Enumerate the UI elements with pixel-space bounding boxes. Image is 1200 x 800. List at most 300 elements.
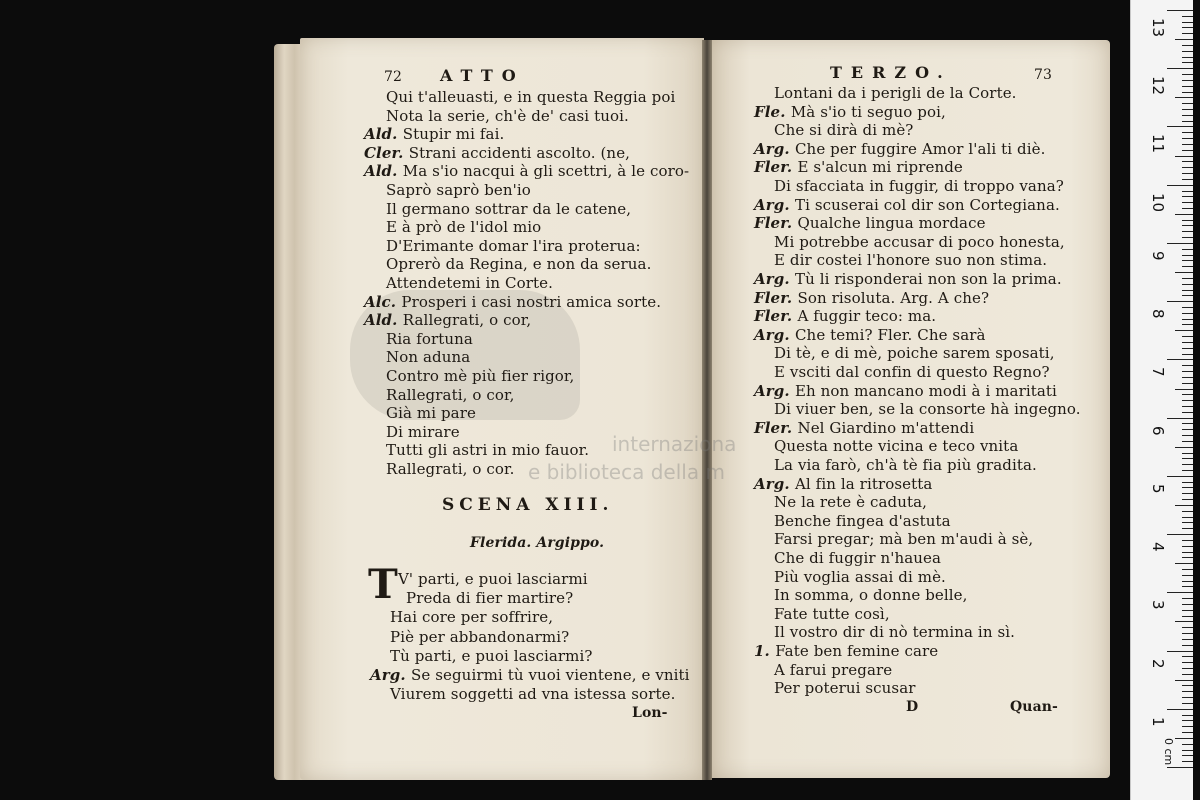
ruler-tick (1182, 575, 1193, 576)
text-line (774, 233, 1065, 251)
ruler-tick (1182, 656, 1193, 657)
line-text: Rallegrati, o cor. (386, 460, 515, 478)
speaker-label: Ald. (364, 311, 403, 330)
ruler-tick (1182, 225, 1193, 226)
ruler-tick (1182, 121, 1193, 122)
ruler-tick (1182, 668, 1193, 669)
line-text: La via farò, ch'à tè fia più gradita. (774, 456, 1037, 474)
ruler-tick (1182, 703, 1193, 704)
text-line (386, 181, 531, 199)
ruler-tick (1182, 109, 1193, 110)
line-text: Attendetemi in Corte. (386, 274, 554, 292)
ruler-tick (1167, 185, 1193, 186)
ruler-tick (1182, 365, 1193, 366)
ruler-tick (1175, 505, 1193, 506)
text-line (754, 289, 989, 307)
ruler-tick (1182, 750, 1193, 751)
text-line (774, 679, 916, 697)
line-text: Di mirare (386, 422, 460, 441)
text-line (386, 237, 641, 255)
ruler-number: 7 (1149, 367, 1167, 377)
ruler-tick (1167, 709, 1193, 710)
ruler-tick (1182, 324, 1193, 325)
line-text: Mi potrebbe accusar di poco honesta, (774, 232, 1065, 251)
line-text: Benche fingea d'astuta (774, 511, 951, 530)
ruler-tick (1182, 371, 1193, 372)
line-text: Che temi? Fler. Che sarà (794, 325, 986, 344)
ruler-number: 12 (1149, 76, 1167, 96)
line-text: E vsciti dal confin di questo Regno? (774, 363, 1050, 381)
ruler-number: 11 (1149, 134, 1167, 154)
left-running-head: ATTO (440, 66, 525, 85)
ruler-tick (1182, 715, 1193, 716)
line-text: Rallegrati, o cor, (386, 385, 515, 404)
ruler-tick (1182, 493, 1193, 494)
text-line (386, 274, 553, 292)
line-text: Se seguirmi tù vuoi vientene, e vniti (410, 666, 690, 684)
ruler-tick (1175, 214, 1193, 215)
ruler-tick (1182, 685, 1193, 686)
ruler-tick (1167, 68, 1193, 69)
line-text: A farui pregare (774, 660, 893, 679)
measurement-ruler (1130, 0, 1193, 800)
text-line (774, 512, 951, 530)
ruler-tick (1182, 487, 1193, 488)
ruler-tick (1182, 499, 1193, 500)
ruler-tick (1182, 348, 1193, 349)
line-text: Che per fuggire Amor l'ali ti diè. (794, 139, 1046, 158)
ruler-tick (1182, 150, 1193, 151)
left-page-number: 72 (384, 69, 403, 85)
text-line (386, 107, 629, 125)
ruler-tick (1182, 441, 1193, 442)
text-line (364, 144, 630, 162)
ruler-tick (1167, 10, 1193, 11)
line-text: Qualche lingua mordace (797, 214, 986, 233)
ruler-number: 5 (1149, 483, 1167, 494)
line-text: Nota la serie, ch'è de' casi tuoi. (386, 106, 629, 125)
text-line (364, 311, 531, 329)
ruler-tick (1182, 57, 1193, 58)
book-gutter (702, 40, 712, 780)
ruler-tick (1182, 220, 1193, 221)
ruler-tick (1182, 429, 1193, 430)
ruler-tick (1182, 284, 1193, 285)
text-line (754, 307, 936, 325)
ruler-number: 13 (1149, 18, 1167, 38)
text-line (406, 589, 573, 607)
ruler-tick (1182, 540, 1193, 541)
line-text: Che si dirà di mè? (774, 121, 914, 140)
ruler-tick (1167, 243, 1193, 244)
ruler-number: 10 (1149, 192, 1167, 212)
speaker-label: Fler. (754, 214, 798, 233)
text-line (364, 293, 661, 311)
text-line (774, 363, 1050, 381)
ruler-tick (1182, 726, 1193, 727)
text-line (386, 88, 675, 106)
speaker-label: Arg. (754, 139, 795, 158)
ruler-tick (1182, 720, 1193, 721)
text-line (774, 344, 1055, 362)
line-text: Il vostro dir di nò termina in sì. (774, 623, 1016, 642)
line-text: Oprerò da Regina, e non da serua. (386, 255, 652, 274)
ruler-number: 1 (1149, 716, 1167, 727)
ruler-tick (1182, 179, 1193, 180)
line-text: Ma s'io nacqui à gli scettri, à le coro- (402, 162, 690, 181)
ruler-tick (1182, 406, 1193, 407)
line-text: A fuggir teco: ma. (797, 307, 937, 326)
line-text: Tutti gli astri in mio fauor. (386, 441, 590, 460)
ruler-number: 6 (1149, 425, 1167, 436)
line-text: Tù parti, e puoi lasciarmi? (390, 646, 593, 665)
ruler-tick (1182, 645, 1193, 646)
ruler-tick (1182, 86, 1193, 87)
line-text: Tù li risponderai non son la prima. (794, 270, 1062, 288)
ruler-number: 2 (1149, 658, 1167, 669)
text-line (386, 330, 473, 348)
ruler-tick (1182, 208, 1193, 209)
ruler-tick (1182, 266, 1193, 267)
ruler-tick (1182, 691, 1193, 692)
ruler-tick (1182, 307, 1193, 308)
speaker-label: Alc. (364, 292, 402, 311)
watermark-text-1: internaziona (612, 432, 737, 456)
ruler-tick (1182, 354, 1193, 355)
text-line (364, 162, 689, 180)
ruler-tick (1182, 161, 1193, 162)
ruler-tick (1167, 359, 1193, 360)
speaker-label: Arg. (754, 195, 795, 214)
text-line (754, 214, 986, 232)
line-text: Contro mè più fier rigor, (386, 367, 575, 385)
ruler-tick (1182, 249, 1193, 250)
line-text: V' parti, e puoi lasciarmi (398, 570, 588, 588)
ruler-tick (1182, 313, 1193, 314)
text-line (386, 218, 541, 236)
ruler-tick (1175, 389, 1193, 390)
drop-cap: T (368, 561, 398, 608)
line-text: Di viuer ben, se la consorte hà ingegno. (774, 400, 1081, 419)
ruler-tick (1182, 342, 1193, 343)
text-line (398, 570, 588, 588)
line-text: Son risoluta. Arg. A che? (797, 288, 990, 307)
text-line (754, 326, 986, 344)
text-line (386, 404, 476, 422)
ruler-tick (1175, 680, 1193, 681)
line-text: Prosperi i casi nostri amica sorte. (401, 292, 662, 311)
text-line (774, 121, 913, 139)
ruler-tick (1182, 319, 1193, 320)
ruler-tick (1182, 132, 1193, 133)
text-line (390, 647, 593, 665)
line-text: E s'alcun mi riprende (797, 158, 963, 177)
ruler-tick (1182, 697, 1193, 698)
ruler-tick (1182, 115, 1193, 116)
scene-title: SCENA XIII. (442, 495, 614, 515)
speaker-label: Cler. (364, 143, 409, 162)
ruler-tick (1175, 272, 1193, 273)
ruler-tick (1182, 511, 1193, 512)
right-catchword: Quan- (1010, 699, 1058, 715)
text-line (774, 493, 927, 511)
ruler-tick (1175, 738, 1193, 739)
line-text: Rallegrati, o cor, (402, 311, 532, 330)
ruler-tick (1182, 103, 1193, 104)
ruler-tick (1175, 330, 1193, 331)
ruler-tick (1175, 97, 1193, 98)
text-line (386, 200, 631, 218)
ruler-tick (1182, 62, 1193, 63)
text-line (754, 382, 1057, 400)
ruler-tick (1182, 517, 1193, 518)
ruler-tick (1182, 604, 1193, 605)
text-line (386, 423, 460, 441)
ruler-tick (1167, 592, 1193, 593)
ruler-tick (1182, 400, 1193, 401)
ruler-tick (1175, 563, 1193, 564)
ruler-tick (1182, 662, 1193, 663)
ruler-tick (1182, 278, 1193, 279)
speaker-label: Arg. (754, 270, 795, 288)
ruler-tick (1182, 598, 1193, 599)
line-text: Eh non mancano modi à i maritati (794, 381, 1057, 400)
ruler-tick (1182, 138, 1193, 139)
ruler-tick (1182, 552, 1193, 553)
text-line (774, 437, 1018, 455)
ruler-tick (1182, 464, 1193, 465)
text-line (754, 103, 946, 121)
ruler-tick (1167, 534, 1193, 535)
line-text: D'Erimante domar l'ira proterua: (386, 236, 641, 255)
text-line (774, 84, 1017, 102)
text-line (390, 685, 675, 703)
ruler-tick (1182, 74, 1193, 75)
ruler-tick (1182, 260, 1193, 261)
ruler-tick (1182, 80, 1193, 81)
text-line (774, 605, 890, 623)
text-line (386, 441, 589, 459)
line-text: Ti scuserai col dir son Cortegiana. (794, 195, 1060, 214)
ruler-tick (1182, 470, 1193, 471)
ruler-unit: 0 cm (1162, 738, 1175, 766)
ruler-tick (1182, 336, 1193, 337)
text-line (754, 140, 1046, 158)
text-line (774, 549, 941, 567)
left-catchword: Lon- (632, 705, 668, 721)
ruler-tick (1182, 231, 1193, 232)
ruler-tick (1182, 290, 1193, 291)
text-line (774, 530, 1033, 548)
line-text: Di sfacciata in fuggir, di troppo vana? (774, 177, 1064, 195)
ruler-number: 3 (1149, 600, 1167, 610)
ruler-tick (1167, 301, 1193, 302)
ruler-tick (1175, 156, 1193, 157)
text-line (754, 642, 938, 660)
line-text: Al fin la ritrosetta (794, 474, 933, 493)
text-line (386, 348, 470, 366)
ruler-tick (1182, 191, 1193, 192)
speaker-label: Ald. (364, 125, 403, 144)
ruler-tick (1175, 621, 1193, 622)
speaker-label: 1. (754, 642, 776, 660)
ruler-tick (1182, 755, 1193, 756)
ruler-tick (1182, 586, 1193, 587)
ruler-tick (1182, 744, 1193, 745)
speaker-label: Fler. (754, 288, 798, 307)
text-line (754, 158, 963, 176)
line-text: Lontani da i perigli de la Corte. (774, 84, 1017, 102)
ruler-tick (1182, 51, 1193, 52)
ruler-tick (1182, 557, 1193, 558)
line-text: Questa notte vicina e teco vnita (774, 437, 1019, 456)
ruler-tick (1182, 92, 1193, 93)
text-line (774, 586, 968, 604)
ruler-tick (1182, 732, 1193, 733)
text-line (364, 125, 504, 143)
line-text: Che di fuggir n'hauea (774, 549, 942, 567)
text-line (774, 623, 1015, 641)
ruler-tick (1167, 126, 1193, 127)
ruler-tick (1182, 627, 1193, 628)
line-text: Strani accidenti ascolto. (ne, (408, 143, 631, 162)
line-text: Non aduna (386, 348, 471, 367)
ruler-tick (1182, 45, 1193, 46)
line-text: Ria fortuna (386, 329, 473, 348)
ruler-tick (1182, 167, 1193, 168)
line-text: Nel Giardino m'attendi (797, 418, 975, 437)
right-page-number: 73 (1034, 67, 1053, 83)
ruler-tick (1182, 639, 1193, 640)
ruler-tick (1182, 377, 1193, 378)
line-text: Già mi pare (386, 404, 476, 423)
ruler-tick (1167, 476, 1193, 477)
text-line (774, 251, 1047, 269)
text-line (754, 419, 974, 437)
text-line (754, 196, 1060, 214)
ruler-tick (1182, 16, 1193, 17)
text-line (390, 608, 553, 626)
ruler-tick (1167, 767, 1193, 768)
ruler-tick (1182, 144, 1193, 145)
text-line (774, 400, 1081, 418)
text-line (774, 456, 1037, 474)
ruler-tick (1182, 202, 1193, 203)
speaker-label: Fle. (754, 102, 791, 121)
text-line (390, 628, 569, 646)
speaker-label: Arg. (754, 325, 795, 344)
line-text: Farsi pregar; mà ben m'audi à sè, (774, 530, 1034, 549)
ruler-tick (1182, 610, 1193, 611)
speaker-label: Arg. (370, 666, 411, 684)
line-text: Viurem soggetti ad vna istessa sorte. (390, 685, 676, 704)
line-text: Il germano sottrar da le catene, (386, 199, 632, 218)
ruler-tick (1182, 458, 1193, 459)
scene-persons: Flerida. Argippo. (470, 535, 605, 551)
ruler-tick (1182, 435, 1193, 436)
ruler-tick (1182, 528, 1193, 529)
speaker-label: Arg. (754, 381, 795, 400)
ruler-tick (1182, 453, 1193, 454)
line-text: Stupir mi fai. (402, 125, 505, 144)
text-line (774, 177, 1064, 195)
ruler-tick (1175, 447, 1193, 448)
line-text: E à prò de l'idol mio (386, 218, 542, 237)
ruler-tick (1182, 383, 1193, 384)
ruler-tick (1167, 651, 1193, 652)
speaker-label: Fler. (754, 158, 798, 177)
ruler-tick (1182, 616, 1193, 617)
ruler-tick (1182, 412, 1193, 413)
ruler-tick (1182, 196, 1193, 197)
ruler-tick (1182, 569, 1193, 570)
speaker-label: Fler. (754, 418, 798, 437)
line-text: Più voglia assai di mè. (774, 567, 946, 586)
text-line (370, 666, 690, 684)
text-line (754, 475, 932, 493)
line-text: Mà s'io ti seguo poi, (790, 102, 946, 121)
ruler-tick (1182, 237, 1193, 238)
ruler-tick (1182, 423, 1193, 424)
text-line (754, 270, 1062, 288)
ruler-tick (1182, 295, 1193, 296)
line-text: E dir costei l'honore suo non stima. (774, 251, 1048, 270)
ruler-tick (1182, 633, 1193, 634)
speaker-label: Arg. (754, 474, 795, 493)
line-text: Ne la rete è caduta, (774, 493, 927, 512)
line-text: Piè per abbandonarmi? (390, 627, 570, 646)
ruler-tick (1182, 761, 1193, 762)
line-text: In somma, o donne belle, (774, 586, 968, 605)
right-running-head: TERZO. (830, 63, 952, 82)
text-line (386, 367, 574, 385)
ruler-number: 4 (1149, 542, 1167, 552)
line-text: Per poterui scusar (774, 679, 916, 698)
watermark-text-2: e biblioteca della m (528, 460, 725, 484)
ruler-tick (1182, 522, 1193, 523)
ruler-tick (1175, 39, 1193, 40)
text-line (774, 568, 946, 586)
ruler-number: 9 (1149, 250, 1167, 261)
text-line (386, 386, 514, 404)
speaker-label: Fler. (754, 307, 798, 326)
ruler-tick (1182, 546, 1193, 547)
ruler-tick (1182, 482, 1193, 483)
ruler-tick (1182, 674, 1193, 675)
ruler-tick (1182, 255, 1193, 256)
text-line (774, 661, 892, 679)
ruler-tick (1182, 173, 1193, 174)
line-text: Hai core per soffrire, (390, 608, 554, 627)
speaker-label: Ald. (364, 162, 403, 181)
ruler-tick (1167, 418, 1193, 419)
signature-mark: D (906, 699, 919, 715)
ruler-tick (1182, 581, 1193, 582)
ruler-number: 8 (1149, 309, 1167, 319)
line-text: Preda di fier martire? (406, 589, 574, 608)
text-line (386, 460, 514, 478)
line-text: Fate tutte così, (774, 604, 890, 623)
line-text: Fate ben femine care (775, 642, 939, 660)
line-text: Di tè, e di mè, poiche sarem sposati, (774, 344, 1055, 363)
ruler-tick (1182, 33, 1193, 34)
ruler-tick (1182, 27, 1193, 28)
ruler-tick (1182, 22, 1193, 23)
ruler-tick (1182, 394, 1193, 395)
line-text: Qui t'alleuasti, e in questa Reggia poi (386, 88, 676, 106)
line-text: Saprò saprò ben'io (386, 181, 531, 199)
text-line (386, 255, 651, 273)
